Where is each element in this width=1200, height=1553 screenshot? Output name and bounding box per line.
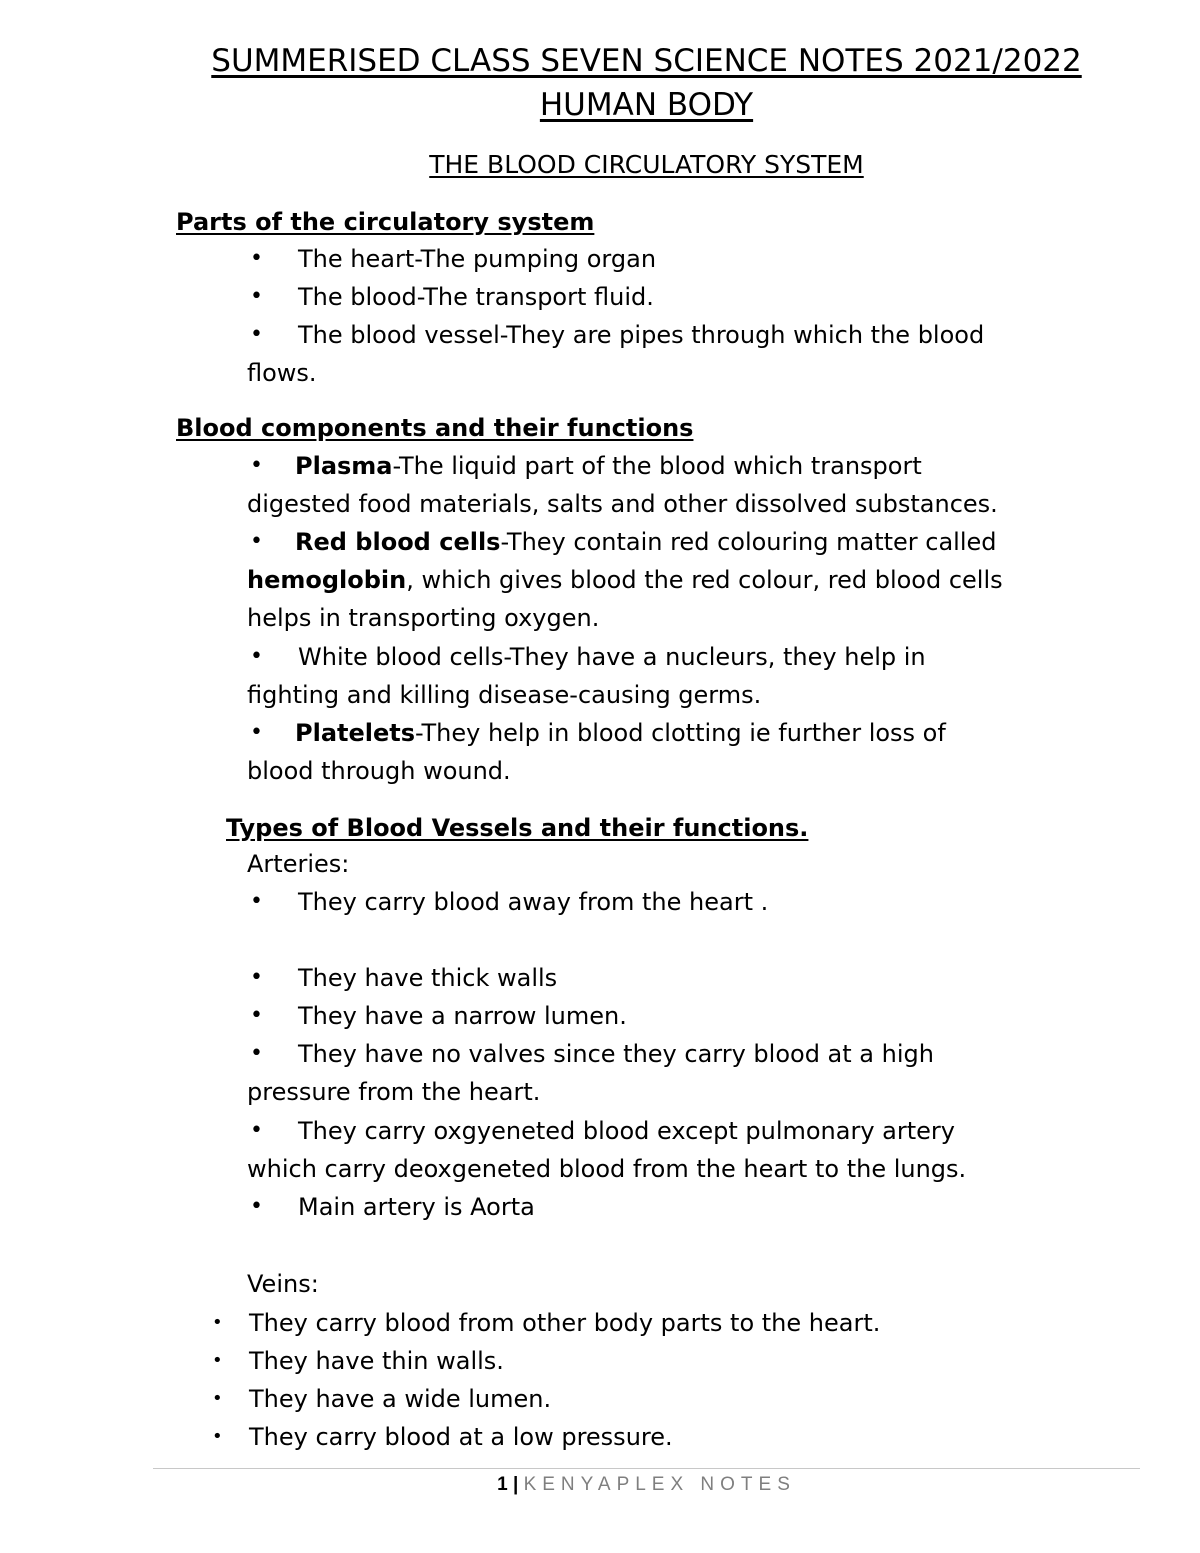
bullet-icon: • [250, 644, 263, 669]
parts-item-vessel-cont: flows. [247, 359, 317, 387]
artery-item-cont: pressure from the heart. [247, 1078, 541, 1106]
components-heading: Blood components and their functions [176, 414, 694, 442]
document-topic: HUMAN BODY [539, 87, 754, 123]
bullet-icon: • [250, 1003, 263, 1028]
artery-item: Main artery is Aorta [298, 1193, 535, 1221]
wbc-line: White blood cells-They have a nucleurs, they help in [298, 643, 926, 671]
plasma-term: Plasma [295, 452, 393, 480]
bullet-icon: • [250, 720, 263, 745]
parts-item-blood: The blood-The transport fluid. [298, 283, 654, 311]
footer-divider [153, 1468, 1140, 1469]
rbc-line-2 [247, 561, 1003, 599]
artery-item: They carry blood away from the heart . [298, 888, 769, 916]
platelets-line-cont: blood through wound. [247, 757, 511, 785]
rbc-text-2: , which gives blood the red colour, red blood cells [406, 566, 1003, 594]
vein-item: They carry blood from other body parts to the heart. [249, 1309, 881, 1337]
bullet-icon: • [250, 1194, 263, 1219]
footer-brand: KENYAPLEX NOTES [523, 1474, 796, 1495]
artery-item: They have no valves since they carry blood at a high [298, 1040, 934, 1068]
artery-item: They carry oxgyeneted blood except pulmonary artery [298, 1117, 955, 1145]
vein-item: They have a wide lumen. [249, 1385, 552, 1413]
page-footer [0, 1472, 1200, 1498]
parts-heading: Parts of the circulatory system [176, 208, 595, 236]
vein-item: They have thin walls. [249, 1347, 504, 1375]
parts-item-vessel: The blood vessel-They are pipes through which the blood [298, 321, 985, 349]
bullet-icon: • [250, 1118, 263, 1143]
bullet-icon: • [250, 322, 263, 347]
rbc-line [295, 523, 997, 561]
bullet-icon: • [212, 1312, 223, 1333]
bullet-icon: • [250, 889, 263, 914]
artery-item: They have a narrow lumen. [298, 1002, 627, 1030]
bullet-icon: • [250, 453, 263, 478]
parts-item-heart: The heart-The pumping organ [298, 245, 657, 273]
platelets-line [295, 714, 946, 752]
bullet-icon: • [212, 1350, 223, 1371]
plasma-line [295, 447, 922, 485]
bullet-icon: • [250, 529, 263, 554]
bullet-icon: • [250, 1041, 263, 1066]
platelets-term: Platelets [295, 719, 416, 747]
plasma-text: -The liquid part of the blood which transport [392, 452, 922, 480]
rbc-line-3: helps in transporting oxygen. [247, 604, 600, 632]
page-number: 1 [497, 1474, 508, 1495]
document-title: SUMMERISED CLASS SEVEN SCIENCE NOTES 2021/2022 [211, 43, 1082, 79]
hemoglobin-term: hemoglobin [247, 566, 407, 594]
vessels-heading: Types of Blood Vessels and their functions. [226, 814, 809, 842]
bullet-icon: • [250, 965, 263, 990]
artery-item: They have thick walls [298, 964, 558, 992]
bullet-icon: • [250, 246, 263, 271]
artery-item-cont: which carry deoxgeneted blood from the heart to the lungs. [247, 1155, 967, 1183]
arteries-label: Arteries: [247, 850, 350, 878]
rbc-term: Red blood cells [295, 528, 501, 556]
platelets-text: -They help in blood clotting ie further loss of [415, 719, 946, 747]
footer-separator: | [512, 1474, 519, 1495]
bullet-icon: • [212, 1388, 223, 1409]
rbc-text: -They contain red colouring matter called [500, 528, 997, 556]
wbc-line-cont: fighting and killing disease-causing germs. [247, 681, 762, 709]
plasma-line-cont: digested food materials, salts and other dissolved substances. [247, 490, 998, 518]
veins-label: Veins: [247, 1270, 319, 1298]
bullet-icon: • [250, 284, 263, 309]
document-subtitle: THE BLOOD CIRCULATORY SYSTEM [429, 150, 864, 179]
bullet-icon: • [212, 1426, 223, 1447]
vein-item: They carry blood at a low pressure. [249, 1423, 673, 1451]
